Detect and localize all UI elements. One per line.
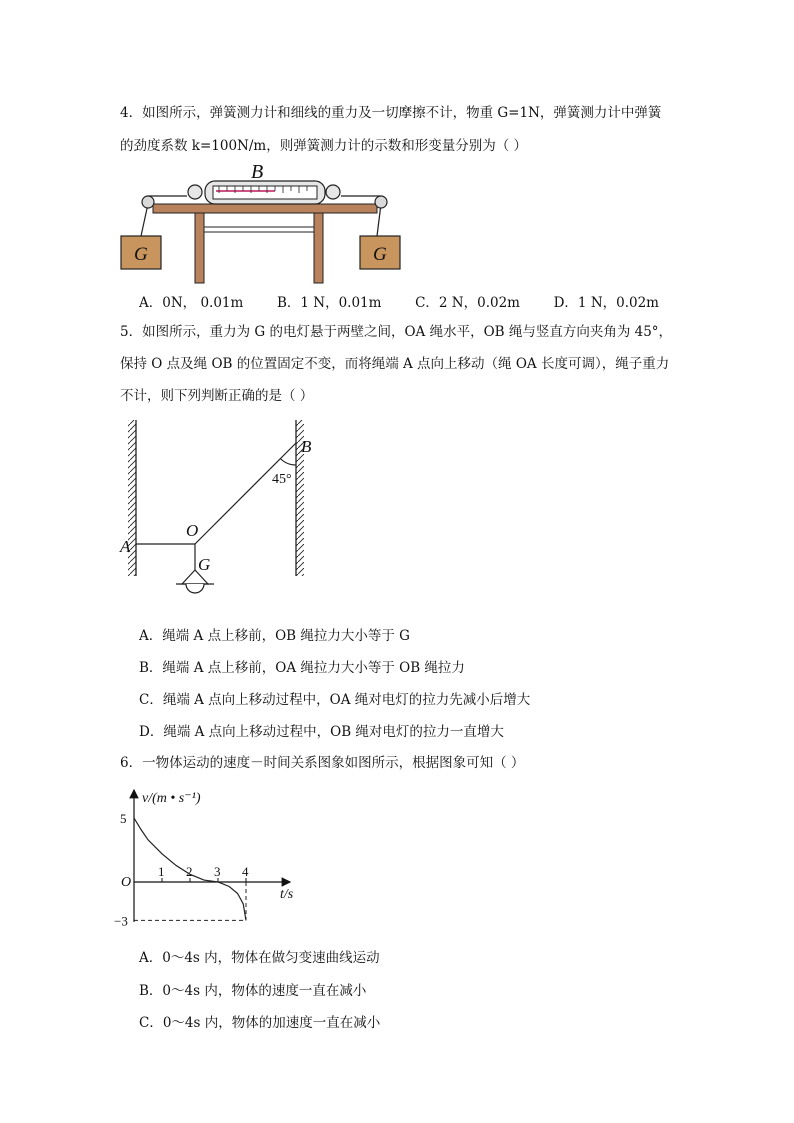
origin-label: O: [121, 875, 132, 890]
q5-option-d[interactable]: D．绳端 A 点向上移动过程中，OB 绳对电灯的拉力一直增大: [139, 724, 504, 740]
table-top: [153, 204, 377, 213]
q4-option-a[interactable]: A．0N， 0.01m: [139, 295, 244, 311]
pulley-right: [375, 196, 387, 208]
pulley-left: [142, 196, 154, 208]
q4-figure: [115, 160, 415, 285]
y-axis-label: v/(m • s⁻¹): [142, 791, 201, 806]
q4-option-b[interactable]: B．1 N，0.01m: [276, 295, 382, 311]
rope-OB: [195, 443, 296, 544]
q4-label-G-right: G: [373, 244, 387, 265]
q6-option-b[interactable]: B．0～4s 内，物体的速度一直在减小: [139, 983, 367, 999]
q5-label-O: O: [186, 521, 199, 540]
q5-label-A: A: [120, 537, 131, 556]
x-tick-label: 3: [214, 864, 221, 879]
table-leg-left: [195, 213, 204, 283]
q4-options: [139, 291, 659, 311]
q4-label-B: B: [251, 161, 264, 183]
q6-option-c[interactable]: C．0～4s 内，物体的加速度一直在减小: [139, 1015, 381, 1031]
q5-angle-label: 45°: [272, 472, 292, 487]
table-leg-right: [314, 213, 323, 283]
x-tick-label: 1: [158, 864, 165, 879]
x-tick-label: 2: [186, 864, 193, 879]
q4-option-d[interactable]: D．1 N，0.02m: [553, 295, 659, 311]
q6-stem-line1: 6．一物体运动的速度－时间关系图象如图所示，根据图象可知（ ）: [120, 755, 525, 771]
q5-stem-line3: 不计，则下列判断正确的是（ ）: [120, 388, 314, 404]
x-axis-label: t/s: [280, 887, 294, 902]
q5-option-a[interactable]: A．绳端 A 点上移前，OB 绳拉力大小等于 G: [139, 628, 410, 644]
q5-label-B: B: [301, 437, 312, 456]
q5-stem-line1: 5．如图所示，重力为 G 的电灯悬于两壁之间，OA 绳水平，OB 绳与竖直方向夹角为 45°，: [120, 324, 673, 340]
q5-label-G: G: [198, 555, 211, 574]
q4-stem-line2: 的劲度系数 k=100N/m，则弹簧测力计的示数和形变量分别为（ ）: [120, 138, 528, 154]
y-tick-label: −3: [114, 913, 128, 929]
q4-label-G-left: G: [134, 244, 148, 265]
q5-figure: [118, 418, 328, 608]
x-tick-label: 4: [242, 864, 249, 879]
q5-option-b[interactable]: B．绳端 A 点上移前，OA 绳拉力大小等于 OB 绳拉力: [139, 660, 465, 676]
q6-option-a[interactable]: A．0～4s 内，物体在做匀变速曲线运动: [139, 950, 380, 966]
q5-stem-line2: 保持 O 点及绳 OB 的位置固定不变，而将绳端 A 点向上移动（绳 OA 长度可调），绳子重力: [120, 356, 670, 372]
vt-chart: [112, 786, 312, 931]
spring-scale: [188, 181, 340, 204]
q4-stem-line1: 4．如图所示，弹簧测力计和细线的重力及一切摩擦不计，物重 G=1N，弹簧测力计中弹簧: [120, 105, 662, 121]
q4-option-c[interactable]: C．2 N，0.02m: [415, 295, 520, 311]
table-rail: [204, 227, 314, 232]
y-tick-label: 5: [120, 811, 127, 826]
q5-option-c[interactable]: C．绳端 A 点向上移动过程中，OA 绳对电灯的拉力先减小后增大: [139, 692, 531, 708]
